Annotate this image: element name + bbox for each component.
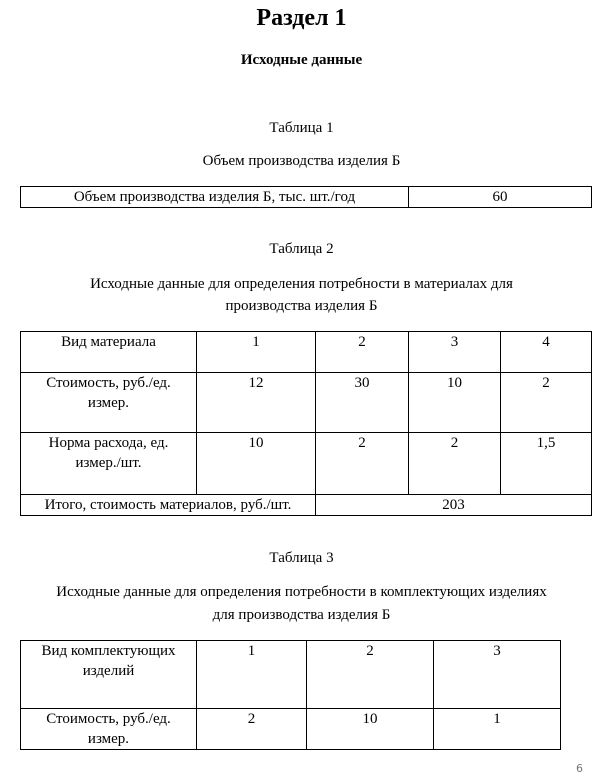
table-cell: 2 <box>316 332 409 373</box>
table-cell: Вид комплектующих изделий <box>21 641 197 709</box>
table-cell: 1 <box>197 332 316 373</box>
table-cell: 3 <box>434 641 561 709</box>
table-cell: 4 <box>501 332 592 373</box>
table-cell: Вид материала <box>21 332 197 373</box>
page-number: 6 <box>576 762 583 775</box>
table-row <box>21 373 592 433</box>
table-cell: 1,5 <box>501 433 592 495</box>
table-cell: 60 <box>409 187 592 208</box>
table2 <box>20 331 592 516</box>
table-cell: 1 <box>434 709 561 750</box>
table-cell: 30 <box>316 373 409 433</box>
table-row <box>21 641 561 709</box>
table-row <box>21 332 592 373</box>
section-title: Раздел 1 <box>256 5 347 31</box>
table-cell: 203 <box>316 495 592 516</box>
table1-label: Таблица 1 <box>269 120 334 136</box>
table-cell: 2 <box>307 641 434 709</box>
table-total-row <box>21 495 592 516</box>
table-cell: 2 <box>316 433 409 495</box>
subtitle: Исходные данные <box>240 52 363 68</box>
table-cell: Стоимость, руб./ед. измер. <box>21 373 197 433</box>
table-row <box>21 187 592 208</box>
table-cell: 3 <box>409 332 501 373</box>
table3-label: Таблица 3 <box>269 550 334 566</box>
table2-caption-line1: Исходные данные для определения потребности в материалах для <box>90 276 513 292</box>
table-row <box>21 709 561 750</box>
table2-caption-line2: производства изделия Б <box>225 298 378 314</box>
table-row <box>21 433 592 495</box>
table3 <box>20 640 561 750</box>
table-cell: 2 <box>501 373 592 433</box>
table3-caption-line2: для производства изделия Б <box>212 607 391 623</box>
table-cell: 2 <box>197 709 307 750</box>
table-cell: 10 <box>307 709 434 750</box>
table-cell: Итого, стоимость материалов, руб./шт. <box>21 495 316 516</box>
table-cell: 12 <box>197 373 316 433</box>
table-cell: 10 <box>197 433 316 495</box>
table-cell: Стоимость, руб./ед. измер. <box>21 709 197 750</box>
table-cell: 2 <box>409 433 501 495</box>
table2-label: Таблица 2 <box>269 241 334 257</box>
table3-caption-line1: Исходные данные для определения потребности в комплектующих изделиях <box>56 584 547 600</box>
table-cell: Норма расхода, ед. измер./шт. <box>21 433 197 495</box>
table-cell: Объем производства изделия Б, тыс. шт./год <box>21 187 409 208</box>
table1-caption: Объем производства изделия Б <box>202 153 401 169</box>
table-cell: 1 <box>197 641 307 709</box>
table1 <box>20 186 592 208</box>
table-cell: 10 <box>409 373 501 433</box>
